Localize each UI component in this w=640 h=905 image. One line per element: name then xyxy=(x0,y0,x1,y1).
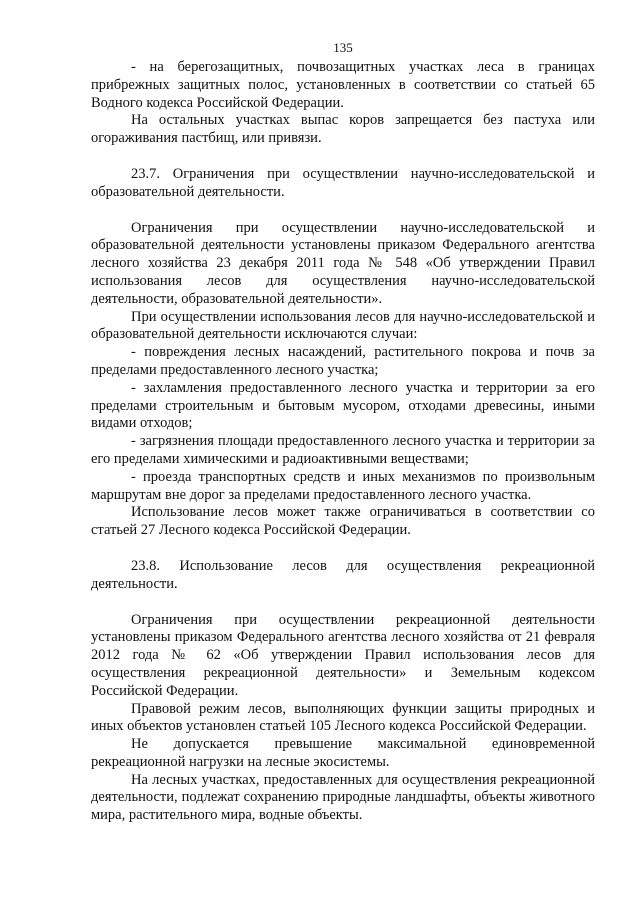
spacer xyxy=(91,202,595,220)
list-item-littering: - захламления предоставленного лесного участка и территории за его пределами строительным и бытовым мусором, отходами древесины, иными видами отходов; xyxy=(91,379,595,432)
list-item-vehicles: - проезда транспортных средств и иных механизмов по произвольным маршрутам вне дорог за пределами предоставленного лесного участка. xyxy=(91,468,595,503)
spacer xyxy=(91,594,595,612)
paragraph-load-limit: Не допускается превышение максимальной единовременной рекреационной нагрузки на лесные экосистемы. xyxy=(91,736,595,770)
spacer xyxy=(91,148,595,166)
page-number: 135 xyxy=(333,40,353,55)
paragraph-research-restrictions: Ограничения при осуществлении научно-исследовательской и образовательной деятельности установлены приказом Федерального агентства лесного хозяйства 23 декабря 2011 года № 548 «Об утверждении Правил использования лесов для осуществления научно-исследовательской деятельности, образовательной деятельности». xyxy=(91,219,595,307)
paragraph-legal-regime: Правовой режим лесов, выполняющих функции защиты природных и иных объектов установлен статьей 105 Лесного кодекса Российской Федерации. xyxy=(91,700,595,735)
paragraph-grazing: На остальных участках выпас коров запрещается без пастуха или огораживания пастбищ, или привязи. xyxy=(91,112,595,147)
spacer xyxy=(91,540,595,558)
document-page xyxy=(91,40,595,825)
section-heading-23-8: 23.8. Использование лесов для осуществления рекреационной деятельности. xyxy=(91,557,595,592)
section-heading-23-7: 23.7. Ограничения при осуществлении научно-исследовательской и образовательной деятельности. xyxy=(91,165,595,200)
paragraph-article-27: Использование лесов может также ограничиваться в соответствии со статьей 27 Лесного кодекса Российской Федерации. xyxy=(91,504,595,539)
list-item-pollution: - загрязнения площади предоставленного лесного участка и территории за его пределами химическими и радиоактивными веществами; xyxy=(91,433,595,467)
paragraph-recreation-restrictions: Ограничения при осуществлении рекреационной деятельности установлены приказом Федерального агентства лесного хозяйства от 21 февраля 2012 года № 62 «Об утверждении Правил использования лесов для осуществления рекреационной деятельности» и Земельным кодексом Российской Федерации. xyxy=(91,611,595,699)
paragraph-excluded-cases: При осуществлении использования лесов для научно-исследовательской и образовательной деятельности исключаются случаи: xyxy=(91,308,595,343)
paragraph-preservation: На лесных участках, предоставленных для осуществления рекреационной деятельности, подлежат сохранению природные ландшафты, объекты животного мира, растительного мира, водные объекты. xyxy=(91,771,595,824)
list-item-damage: - повреждения лесных насаждений, растительного покрова и почв за пределами предоставленного лесного участка; xyxy=(91,344,595,378)
paragraph-coastal-plots: - на берегозащитных, почвозащитных участках леса в границах прибрежных защитных полос, установленных в соответствии со статьей 65 Водного кодекса Российской Федерации. xyxy=(91,59,595,111)
